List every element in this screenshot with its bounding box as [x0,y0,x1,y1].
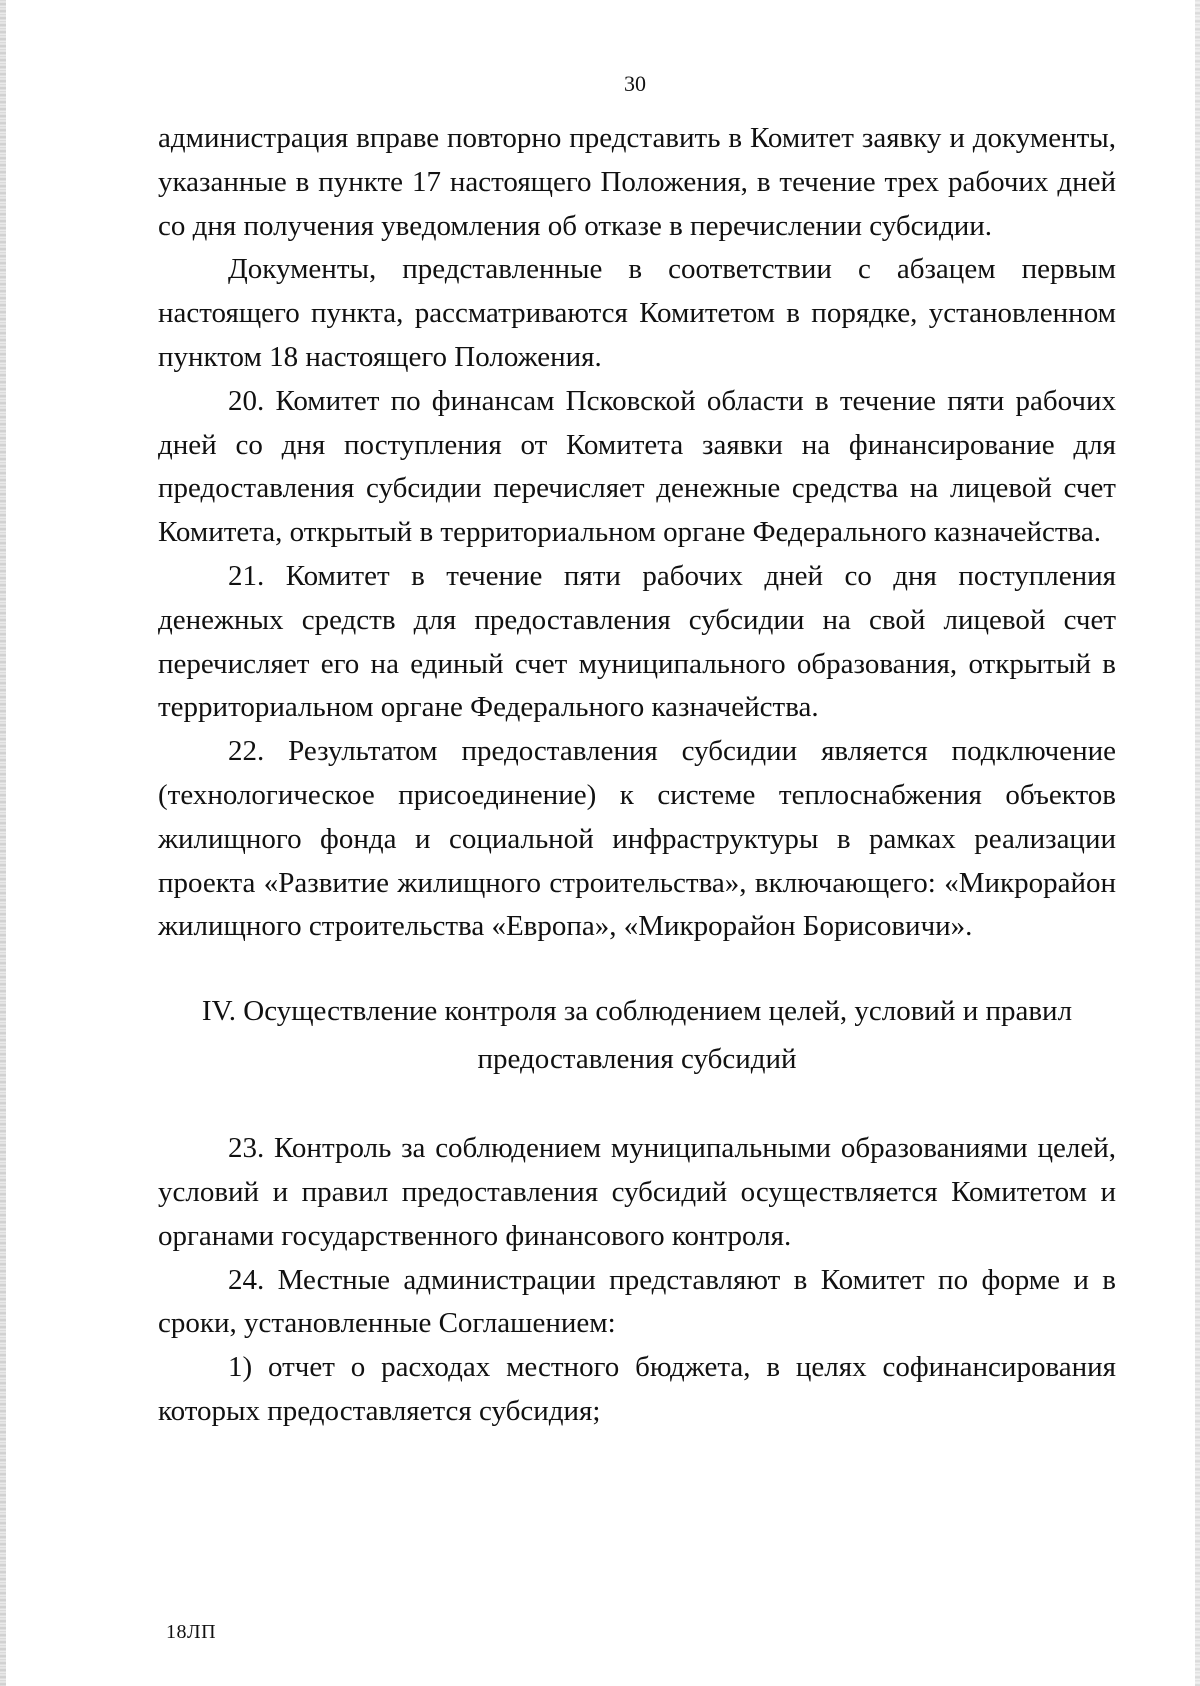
section-heading [158,987,1116,1083]
scan-edge-right [1195,0,1200,1686]
paragraph-continuation: администрация вправе повторно представить в Комитет заявку и документы, указанные в пункте 17 настоящего Положения, в течение трех рабочих дней со дня получения уведомления об отказе в перечислении субсидии. [158,122,1116,242]
section-heading-line-2: предоставления субсидий [477,1043,797,1076]
paragraph-subitem-1: 1) отчет о расходах местного бюджета, в целях софинансирования которых предоставляется субсидия; [158,1351,1116,1427]
document-body [158,117,1116,1434]
section-heading-line-1: IV. Осуществление контроля за соблюдением целей, условий и правил [201,995,1073,1028]
spacer [158,1083,1116,1127]
paragraph-item-23: 23. Контроль за соблюдением муниципальными образованиями целей, условий и правил предоставления субсидий осуществляется Комитетом и органами государственного финансового контроля. [158,1132,1116,1252]
page-number: 30 [624,71,646,96]
scan-edge-left [0,0,6,1686]
spacer [158,949,1116,987]
footer-document-code: 18ЛП [166,1621,217,1643]
paragraph-item-22: 22. Результатом предоставления субсидии является подключение (технологическое присоединение) к системе теплоснабжения объектов жилищного фонда и социальной инфраструктуры в рамках реализации проекта «Развитие жилищного строительства», включающего: «Микрорайон жилищного строительства «Европа», «Микрорайон Борисовичи». [158,735,1116,943]
paragraph-item-20: 20. Комитет по финансам Псковской области в течение пяти рабочих дней со дня поступления от Комитета заявки на финансирование для предоставления субсидии перечисляет денежные средства на лицевой счет Комитета, открытый в территориальном органе Федерального казначейства. [158,384,1116,549]
paragraph-documents: Документы, представленные в соответствии с абзацем первым настоящего пункта, рассматриваются Комитетом в порядке, установленном пунктом 18 настоящего Положения. [158,253,1116,373]
paragraph-item-21: 21. Комитет в течение пяти рабочих дней со дня поступления денежных средств для предоставления субсидии на свой лицевой счет перечисляет его на единый счет муниципального образования, открытый в территориальном органе Федерального казначейства. [158,559,1116,724]
paragraph-item-24: 24. Местные администрации представляют в Комитет по форме и в сроки, установленные Соглашением: [158,1263,1116,1340]
